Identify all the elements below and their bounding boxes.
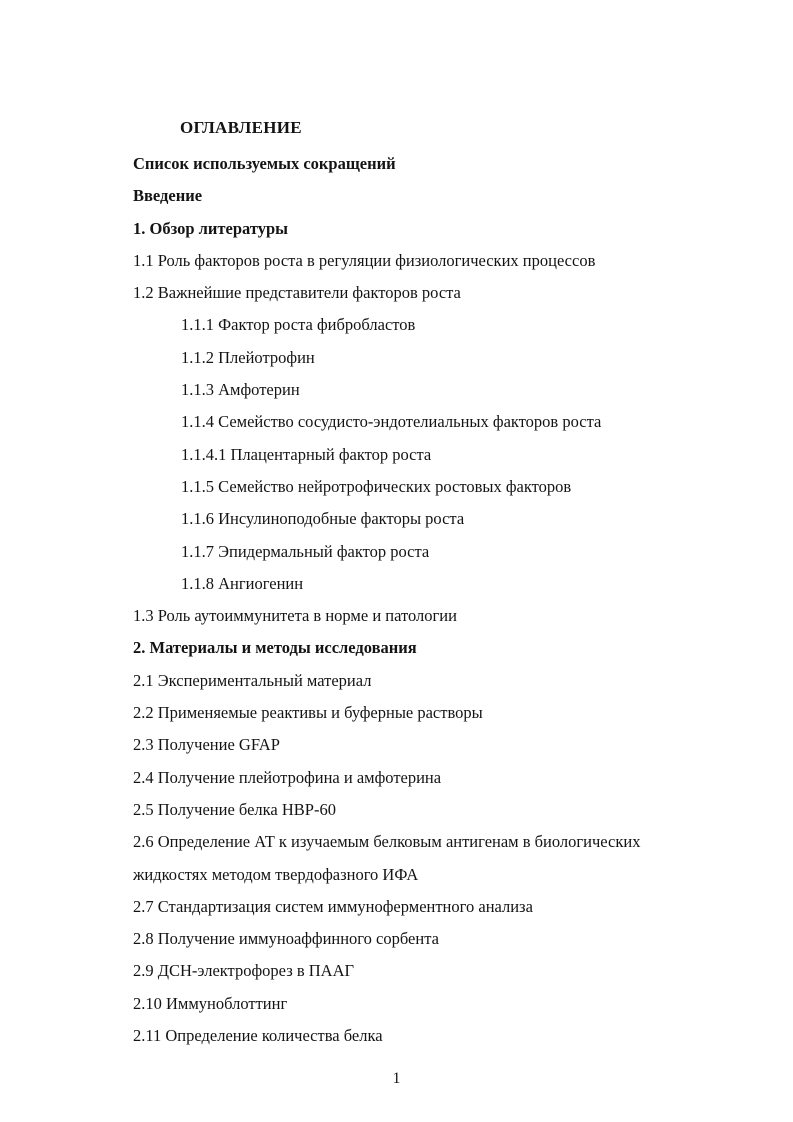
toc-entry: Введение	[133, 186, 203, 206]
toc-entry: 2.7 Стандартизация систем иммуноферментного анализа	[133, 896, 533, 916]
toc-entry: 1.1 Роль факторов роста в регуляции физиологических процессов	[133, 250, 596, 270]
toc-entry: 1.1.8 Ангиогенин	[181, 573, 304, 593]
toc-entry: 1.1.5 Семейство нейротрофических ростовых факторов	[181, 476, 572, 496]
toc-entry: 2.3 Получение GFAP	[133, 735, 280, 755]
toc-entry: 1.1.6 Инсулиноподобные факторы роста	[181, 509, 465, 529]
page-number: 1	[392, 1070, 401, 1087]
toc-entry: 1.1.2 Плейотрофин	[181, 347, 315, 367]
toc-entry: 1.1.7 Эпидермальный фактор роста	[181, 541, 430, 561]
page-title: ОГЛАВЛЕНИЕ	[180, 118, 302, 137]
toc-entry: 2.4 Получение плейотрофина и амфотерина	[133, 767, 442, 787]
toc-entry: Список используемых сокращений	[133, 154, 396, 173]
toc-entry: 1.1.4 Семейство сосудисто-эндотелиальных факторов роста	[181, 412, 602, 432]
toc-entry: 2. Материалы и методы исследования	[133, 638, 417, 658]
toc-entry: 2.5 Получение белка HBP-60	[133, 799, 336, 819]
toc-entry: 1.1.3 Амфотерин	[181, 380, 300, 400]
toc-entry: 2.8 Получение иммуноаффинного сорбента	[133, 929, 439, 949]
toc-entry: жидкостях методом твердофазного ИФА	[133, 864, 419, 884]
toc-entry: 2.10 Иммуноблоттинг	[133, 993, 288, 1013]
toc-entry: 1.1.1 Фактор роста фибробластов	[181, 315, 416, 335]
toc-entry: 1. Обзор литературы	[133, 218, 289, 238]
toc-entry: 2.9 ДСН-электрофорез в ПААГ	[133, 961, 355, 981]
toc-entry: 1.2 Важнейшие представители факторов роста	[133, 283, 461, 303]
toc-entry: 2.1 Экспериментальный материал	[133, 670, 372, 690]
toc-entry: 1.3 Роль аутоиммунитета в норме и патологии	[133, 606, 457, 626]
toc-entry: 1.1.4.1 Плацентарный фактор роста	[181, 444, 432, 464]
table-of-contents	[0, 148, 793, 1052]
toc-entry: 2.11 Определение количества белка	[133, 1026, 383, 1046]
toc-entry: 2.2 Применяемые реактивы и буферные растворы	[133, 703, 483, 723]
toc-entry: 2.6 Определение АТ к изучаемым белковым антигенам в биологических	[133, 832, 641, 852]
